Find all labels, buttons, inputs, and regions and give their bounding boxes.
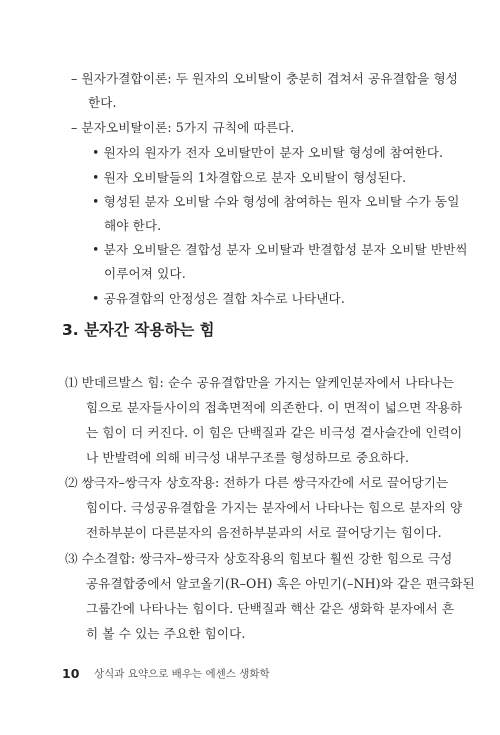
sub-bullet-4-line1: • 분자 오비탈은 결합성 분자 오비탈과 반결합성 분자 오비탈 반반씩 xyxy=(92,242,468,257)
section-heading: 3. 분자간 작용하는 힘 xyxy=(62,321,215,339)
bullet-valence-bond-line1: – 원자가결합이론: 두 원자의 오비탈이 충분히 겹쳐서 공유결합을 형성 xyxy=(71,71,459,86)
item-3-line1: ⑶ 수소결합: 쌍극자–쌍극자 상호작용의 힘보다 훨씬 강한 힘으로 극성 xyxy=(65,551,453,566)
sub-bullet-4-line2: 이루어져 있다. xyxy=(104,266,186,281)
sub-bullet-2: • 원자 오비탈들의 1차결합으로 분자 오비탈이 형성된다. xyxy=(92,170,407,185)
page-number: 10 xyxy=(62,666,80,681)
item-1-line4: 나 반발력에 의해 비극성 내부구조를 형성하므로 중요하다. xyxy=(86,450,410,465)
item-1-line3: 는 힘이 더 커진다. 이 힘은 단백질과 같은 비극성 곁사슬간에 인력이 xyxy=(86,425,463,440)
bullet-molecular-orbital: – 분자오비탈이론: 5가지 규칙에 따른다. xyxy=(71,120,295,135)
item-3-line2: 공유결합중에서 알코올기(R–OH) 혹은 아민기(–NH)와 같은 편극화된 xyxy=(86,576,475,591)
item-3-line4: 히 볼 수 있는 주요한 힘이다. xyxy=(86,626,246,641)
item-1-line2: 힘으로 분자들사이의 접촉면적에 의존한다. 이 면적이 넓으면 작용하 xyxy=(86,400,463,415)
sub-bullet-5: • 공유결합의 안정성은 결합 차수로 나타낸다. xyxy=(92,291,345,306)
item-2-line2: 힘이다. 극성공유결합을 가지는 분자에서 나타나는 힘으로 분자의 양 xyxy=(86,500,463,515)
sub-bullet-3-line2: 해야 한다. xyxy=(104,218,162,233)
sub-bullet-3-line1: • 형성된 분자 오비탈 수와 형성에 참여하는 원자 오비탈 수가 동일 xyxy=(92,194,460,209)
running-footer-title: 상식과 요약으로 배우는 에센스 생화학 xyxy=(94,668,270,680)
item-2-line3: 전하부분이 다른분자의 음전하부분과의 서로 끌어당기는 힘이다. xyxy=(86,525,442,540)
item-2-line1: ⑵ 쌍극자–쌍극자 상호작용: 전하가 다른 쌍극자간에 서로 끌어당기는 xyxy=(65,475,449,490)
sub-bullet-1: • 원자의 원자가 전자 오비탈만이 분자 오비탈 형성에 참여한다. xyxy=(92,145,444,160)
item-1-line1: ⑴ 반데르발스 힘: 순수 공유결합만을 가지는 알케인분자에서 나타나는 xyxy=(65,375,455,390)
bullet-valence-bond-line2: 한다. xyxy=(88,95,117,110)
item-3-line3: 그룹간에 나타나는 힘이다. 단백질과 핵산 같은 생화학 분자에서 흔 xyxy=(86,601,455,616)
